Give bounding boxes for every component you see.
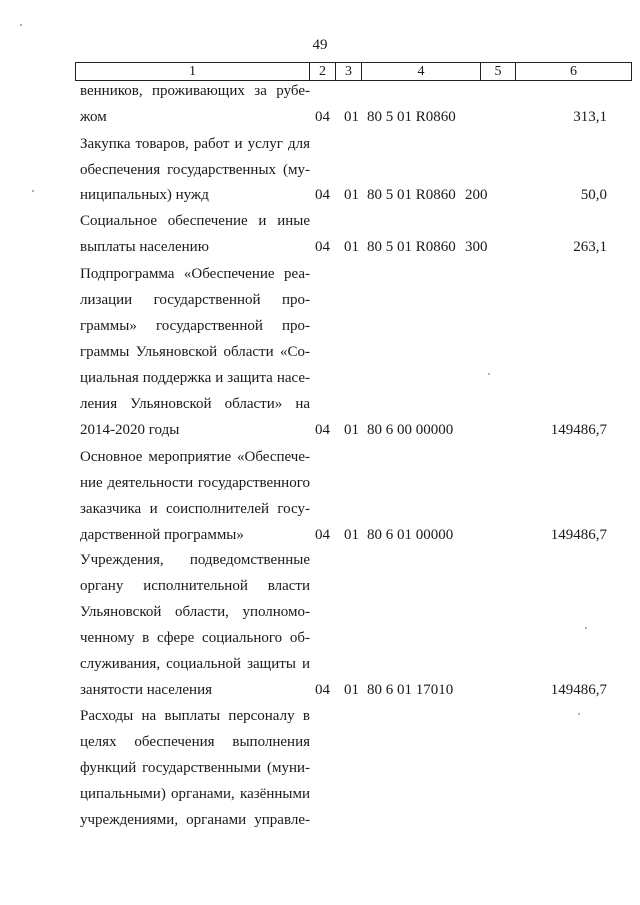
row-c5-value: 200 xyxy=(465,187,488,203)
row-description-line: Учреждения, подведомственные xyxy=(80,552,310,568)
row-c6-value: 149486,7 xyxy=(550,422,607,438)
row-c6-value: 149486,7 xyxy=(550,682,607,698)
row-c4-value: 80 6 00 00000 xyxy=(367,422,454,438)
row-description-line: Социальное обеспечение и иные xyxy=(80,213,310,229)
scan-speck xyxy=(32,190,34,192)
header-col-6: 6 xyxy=(516,63,632,81)
row-description-line: Расходы на выплаты персоналу в xyxy=(80,708,310,724)
row-c3-value: 01 xyxy=(344,109,359,125)
row-description-line: жом xyxy=(80,109,107,125)
row-c6-value: 263,1 xyxy=(573,239,607,255)
header-col-2: 2 xyxy=(310,63,336,81)
row-description-line: служивания, социальной защиты и xyxy=(80,656,310,672)
row-description-line: Подпрограмма «Обеспечение реа- xyxy=(80,266,310,282)
row-description-line: целях обеспечения выполнения xyxy=(80,734,310,750)
row-c2-value: 04 xyxy=(315,682,330,698)
row-description-line: ниципальных) нужд xyxy=(80,187,209,203)
header-col-3: 3 xyxy=(336,63,362,81)
row-c2-value: 04 xyxy=(315,527,330,543)
row-c3-value: 01 xyxy=(344,422,359,438)
row-c4-value: 80 5 01 R0860 xyxy=(367,239,456,255)
scan-speck xyxy=(578,713,580,715)
scan-speck xyxy=(585,627,587,629)
row-c6-value: 50,0 xyxy=(580,187,607,203)
row-description-line: циальная поддержка и защита насе- xyxy=(80,370,310,386)
row-description-line: занятости населения xyxy=(80,682,213,698)
row-c2-value: 04 xyxy=(315,187,330,203)
scan-speck xyxy=(488,373,490,375)
row-c6-value: 149486,7 xyxy=(550,527,607,543)
row-c2-value: 04 xyxy=(315,109,330,125)
row-description-line: граммы Ульяновской области «Со- xyxy=(80,344,310,360)
row-c2-value: 04 xyxy=(315,422,330,438)
row-description-line: венников, проживающих за рубе- xyxy=(80,83,310,99)
row-description-line: лизации государственной про- xyxy=(80,292,310,308)
scan-speck xyxy=(20,24,22,26)
header-col-5: 5 xyxy=(481,63,516,81)
row-c4-value: 80 5 01 R0860 xyxy=(367,187,456,203)
row-description-line: учреждениями, органами управле- xyxy=(80,812,310,828)
row-description-line: ципальными) органами, казёнными xyxy=(80,786,310,802)
row-description-line: Ульяновской области, уполномо- xyxy=(80,604,310,620)
row-c5-value: 300 xyxy=(465,239,488,255)
row-c4-value: 80 6 01 00000 xyxy=(367,527,454,543)
row-description-line: ченному в сфере социального об- xyxy=(80,630,310,646)
row-description-line: дарственной программы» xyxy=(80,527,244,543)
row-c6-value: 313,1 xyxy=(573,109,607,125)
row-c3-value: 01 xyxy=(344,187,359,203)
row-description-line: Основное мероприятие «Обеспече- xyxy=(80,449,310,465)
row-description-line: функций государственными (муни- xyxy=(80,760,310,776)
row-c4-value: 80 5 01 R0860 xyxy=(367,109,456,125)
row-description-line: Закупка товаров, работ и услуг для xyxy=(80,136,310,152)
row-c4-value: 80 6 01 17010 xyxy=(367,682,454,698)
row-c3-value: 01 xyxy=(344,239,359,255)
row-description-line: граммы» государственной про- xyxy=(80,318,310,334)
header-col-4: 4 xyxy=(362,63,481,81)
row-description-line: заказчика и соисполнителей госу- xyxy=(80,501,310,517)
row-description-line: выплаты населению xyxy=(80,239,209,255)
row-c3-value: 01 xyxy=(344,682,359,698)
row-description-line: органу исполнительной власти xyxy=(80,578,310,594)
column-header-table xyxy=(75,62,632,81)
row-c3-value: 01 xyxy=(344,527,359,543)
row-description-line: ления Ульяновской области» на xyxy=(80,396,310,412)
row-c2-value: 04 xyxy=(315,239,330,255)
row-description-line: ние деятельности государственного xyxy=(80,475,310,491)
row-description-line: 2014-2020 годы xyxy=(80,422,180,438)
page-number: 49 xyxy=(312,37,328,53)
header-col-1: 1 xyxy=(76,63,310,81)
row-description-line: обеспечения государственных (му- xyxy=(80,162,310,178)
